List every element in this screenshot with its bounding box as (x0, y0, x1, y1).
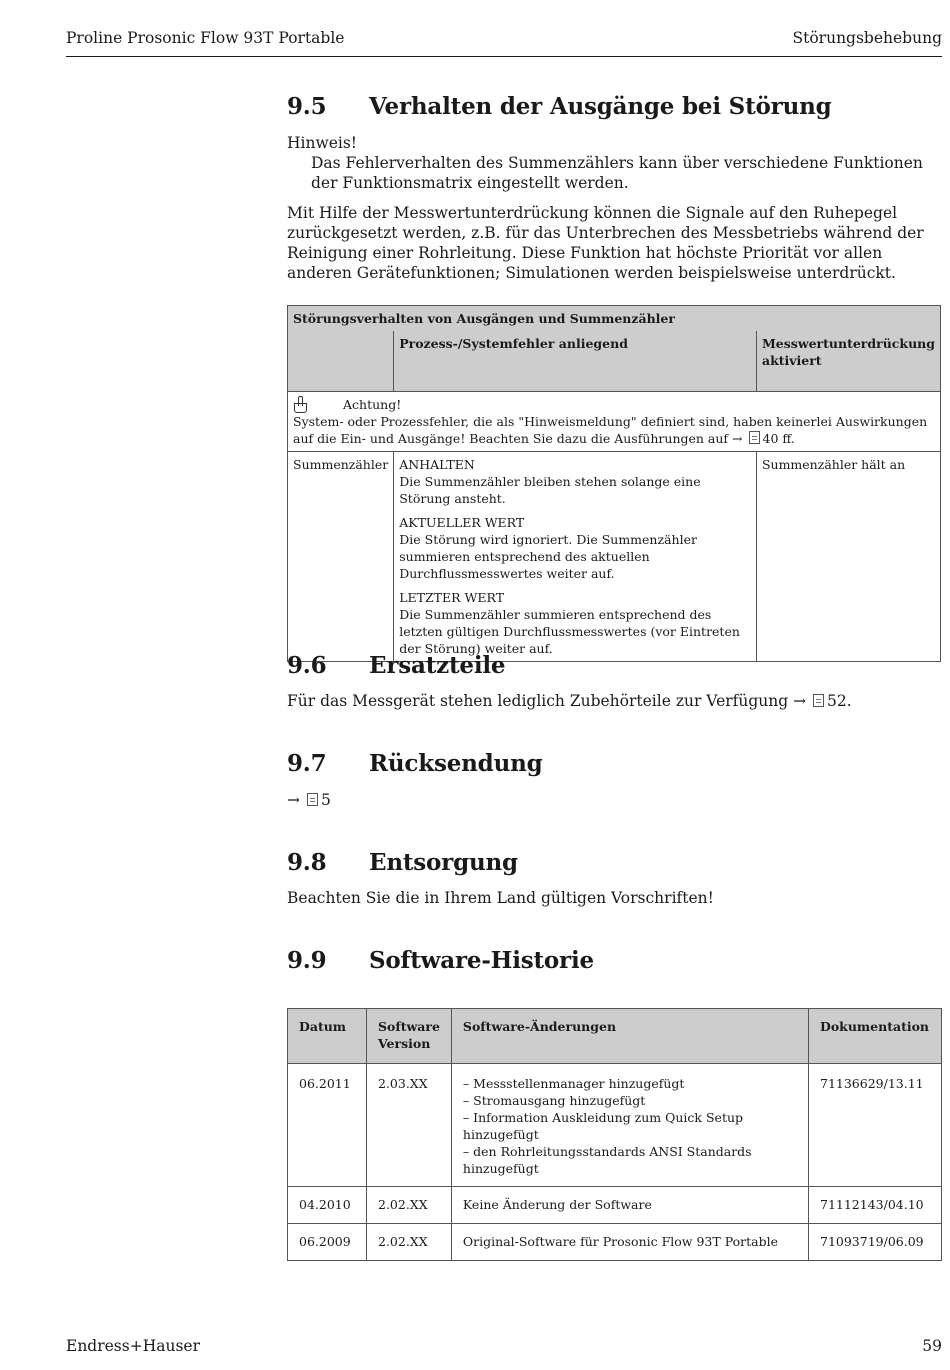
section-title: Rücksendung (369, 750, 543, 777)
page-reference-icon (749, 431, 760, 444)
cell-date: 06.2009 (288, 1224, 367, 1261)
cell-changes: Keine Änderung der Software (451, 1187, 808, 1224)
return-ref (287, 790, 942, 810)
spare-parts-ref: 52. (827, 692, 852, 710)
section-title: Ersatzteile (369, 652, 506, 679)
achtung-ref: 40 ff. (762, 430, 795, 446)
list-item: – den Rohrleitungsstandards ANSI Standards hinzugefügt (462, 1144, 752, 1176)
software-history-table (287, 1008, 942, 1261)
table-row (288, 1187, 942, 1224)
section-heading-9-9 (287, 947, 594, 974)
option-name: LETZTER WERT (399, 589, 505, 605)
section-number: 9.9 (287, 947, 327, 974)
achtung-label: Achtung! (343, 396, 402, 412)
cell-documentation: 71093719/06.09 (809, 1224, 942, 1261)
option-desc: Die Summenzähler summieren entsprechend des letzten gültigen Durchflussmesswertes (vor Eintreten der Störung) weiter auf. (399, 606, 740, 656)
spare-parts-text (287, 691, 942, 711)
error-behaviour-table (287, 305, 941, 662)
table-row (288, 1064, 942, 1187)
pointing-hand-icon (293, 396, 307, 412)
cell-changes: Original-Software für Prosonic Flow 93T Portable (451, 1224, 808, 1261)
table-header-suppression: Messwertunterdrückung aktiviert (756, 331, 940, 391)
option-name: AKTUELLER WERT (399, 514, 525, 530)
cell-date: 04.2010 (288, 1187, 367, 1224)
list-item: – Messstellenmanager hinzugefügt (462, 1076, 685, 1091)
table-title: Störungsverhalten von Ausgängen und Summenzähler (288, 306, 941, 332)
column-header-documentation: Dokumentation (809, 1009, 942, 1064)
suppression-value: Summenzähler hält an (756, 451, 940, 661)
spare-parts-sentence: Für das Messgerät stehen lediglich Zubehörteile zur Verfügung → (287, 692, 807, 710)
section-heading-9-7 (287, 750, 543, 777)
achtung-text-line (293, 413, 935, 447)
header-rule (66, 56, 942, 57)
footer-company: Endress+Hauser (66, 1337, 200, 1355)
section-title: Verhalten der Ausgänge bei Störung (369, 93, 832, 120)
option-item (399, 589, 751, 657)
table-header-process-error: Prozess-/Systemfehler anliegend (394, 331, 757, 391)
intro-paragraph: Mit Hilfe der Messwertunterdrückung können die Signale auf den Ruhepegel zurückgesetzt werden, z.B. für das Unterbrechen des Messbetriebs während der Reinigung einer Rohrleitung. Diese Funktion hat höchste Priorität vor allen anderen Gerätefunktionen; Simulationen werden beispielsweise unterdrückt. (287, 204, 924, 282)
option-name: ANHALTEN (399, 456, 475, 472)
page-reference-icon (813, 694, 824, 707)
option-item (399, 456, 751, 507)
section-heading-9-5 (287, 93, 832, 120)
section-number: 9.5 (287, 93, 327, 120)
column-header-changes: Software-Änderungen (451, 1009, 808, 1064)
option-item (399, 514, 751, 582)
return-ref-page: 5 (320, 791, 331, 809)
section-number: 9.8 (287, 849, 327, 876)
section-title: Software-Historie (369, 947, 594, 974)
footer-page-number: 59 (922, 1337, 942, 1355)
row-label-totalizer: Summenzähler (288, 451, 394, 661)
table-row (288, 1224, 942, 1261)
cell-version: 2.03.XX (367, 1064, 452, 1187)
cell-documentation: 71112143/04.10 (809, 1187, 942, 1224)
cell-version: 2.02.XX (367, 1187, 452, 1224)
option-desc: Die Störung wird ignoriert. Die Summenzähler summieren entsprechend des aktuellen Durchflussmesswertes weiter auf. (399, 531, 697, 581)
section-number: 9.7 (287, 750, 327, 777)
hinweis-block (287, 133, 942, 193)
disposal-text: Beachten Sie die in Ihrem Land gültigen Vorschriften! (287, 889, 714, 907)
header-product-name: Proline Prosonic Flow 93T Portable (66, 29, 345, 47)
achtung-cell (288, 391, 941, 451)
cell-version: 2.02.XX (367, 1224, 452, 1261)
option-list (394, 451, 757, 661)
cell-documentation: 71136629/13.11 (809, 1064, 942, 1187)
list-item: – Stromausgang hinzugefügt (462, 1093, 646, 1108)
cell-changes (451, 1064, 808, 1187)
achtung-line (293, 396, 935, 413)
option-desc: Die Summenzähler bleiben stehen solange eine Störung ansteht. (399, 473, 701, 506)
section-number: 9.6 (287, 652, 327, 679)
achtung-text: System- oder Prozessfehler, die als "Hinweismeldung" definiert sind, haben keinerlei Auswirkungen auf die Ein- und Ausgänge! Beachten Sie dazu die Ausführungen auf → (293, 413, 928, 446)
table-header-empty (288, 331, 394, 391)
section-heading-9-6 (287, 652, 505, 679)
section-heading-9-8 (287, 849, 518, 876)
header-chapter-title: Störungsbehebung (792, 29, 942, 47)
column-header-date: Datum (288, 1009, 367, 1064)
hinweis-text: Das Fehlerverhalten des Summenzählers kann über verschiedene Funktionen der Funktionsmatrix eingestellt werden. (311, 154, 923, 192)
cell-date: 06.2011 (288, 1064, 367, 1187)
list-item: – Information Auskleidung zum Quick Setup hinzugefügt (462, 1110, 744, 1142)
arrow-icon: → (287, 791, 300, 809)
table-header-row (288, 1009, 942, 1064)
column-header-version: Software Version (367, 1009, 452, 1064)
hinweis-label: Hinweis! (287, 134, 358, 152)
section-title: Entsorgung (369, 849, 518, 876)
page-reference-icon (307, 793, 318, 806)
changes-list (463, 1075, 797, 1177)
